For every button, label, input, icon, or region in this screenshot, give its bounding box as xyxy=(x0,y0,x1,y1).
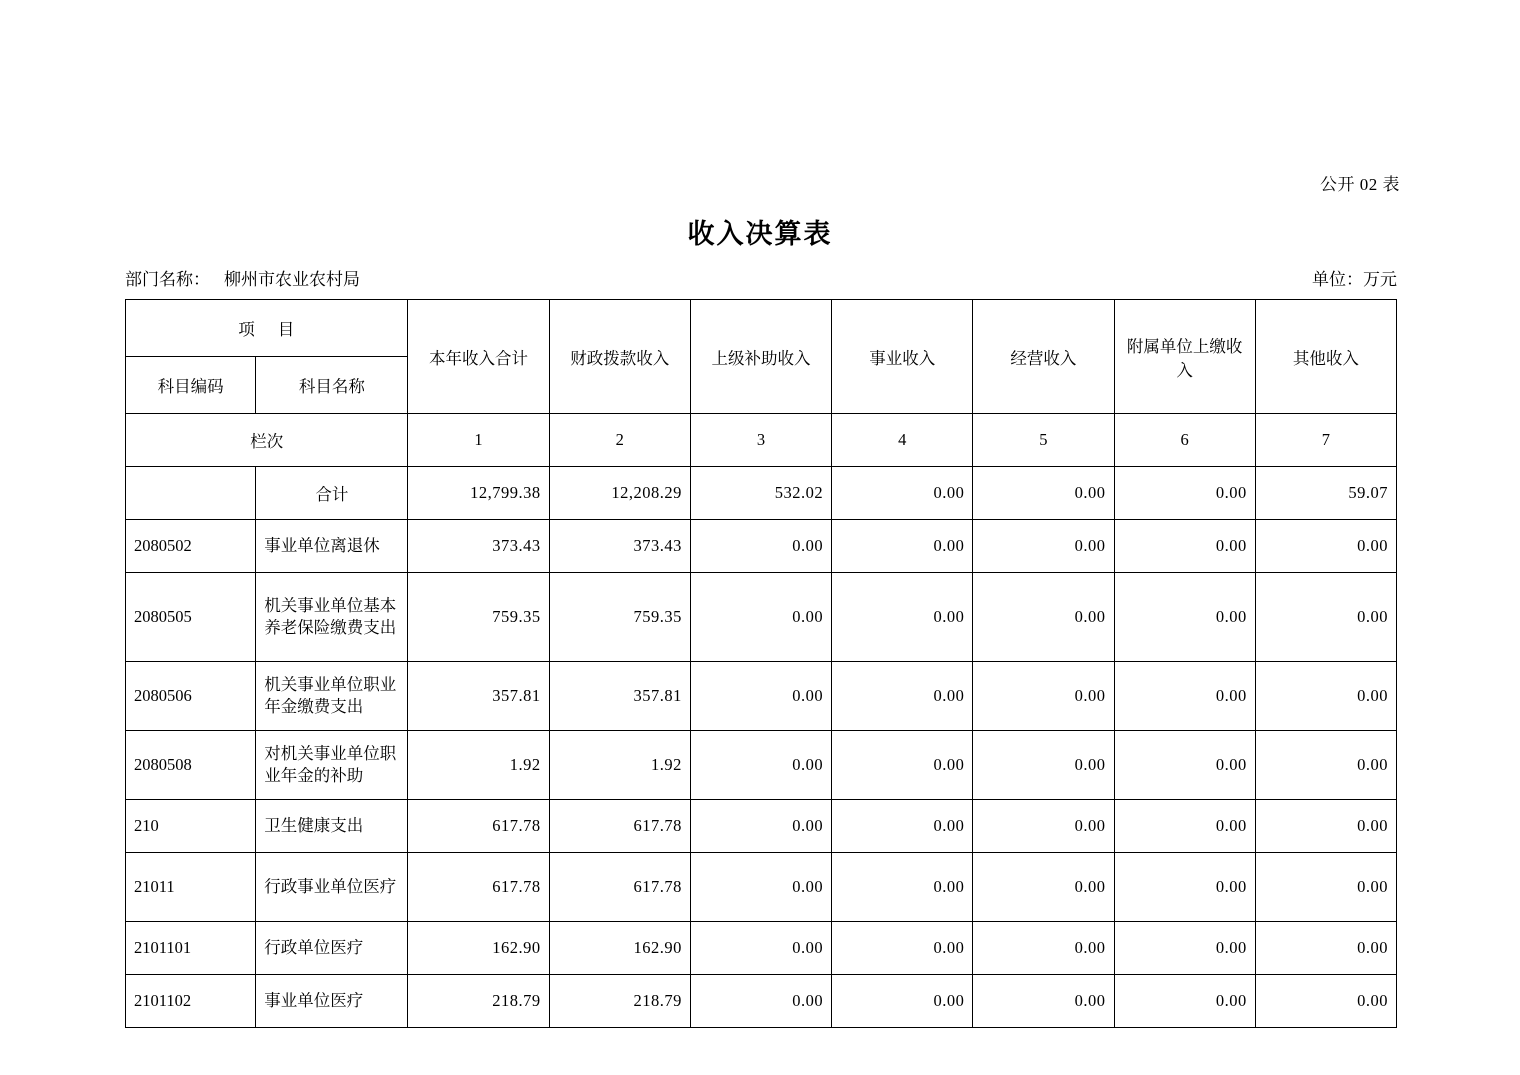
cell-value-3: 0.00 xyxy=(690,520,831,573)
table-row xyxy=(126,975,1397,1028)
cell-code: 2101101 xyxy=(126,922,256,975)
cell-value-2: 1.92 xyxy=(549,731,690,800)
cell-value-6: 0.00 xyxy=(1114,922,1255,975)
cell-value-4: 0.00 xyxy=(832,975,973,1028)
table-row xyxy=(126,520,1397,573)
department-value: 柳州市农业农村局 xyxy=(224,270,360,289)
cell-value-6: 0.00 xyxy=(1114,975,1255,1028)
cell-value-2: 357.81 xyxy=(549,662,690,731)
index-2: 2 xyxy=(549,414,690,467)
header-col-1: 本年收入合计 xyxy=(408,300,549,414)
cell-name: 机关事业单位职业年金缴费支出 xyxy=(256,662,408,731)
cell-value-7: 0.00 xyxy=(1255,853,1396,922)
page-title: 收入决算表 xyxy=(687,219,833,249)
header-subject-name: 科目名称 xyxy=(256,357,408,414)
index-5: 5 xyxy=(973,414,1114,467)
index-label: 栏次 xyxy=(126,414,408,467)
cell-value-5: 0.00 xyxy=(973,922,1114,975)
cell-value-7: 0.00 xyxy=(1255,731,1396,800)
unit-note: 单位：万元 xyxy=(1312,270,1397,289)
cell-name: 行政事业单位医疗 xyxy=(256,853,408,922)
cell-code xyxy=(126,467,256,520)
cell-value-4: 0.00 xyxy=(832,731,973,800)
cell-name: 对机关事业单位职业年金的补助 xyxy=(256,731,408,800)
cell-value-5: 0.00 xyxy=(973,975,1114,1028)
header-item-label-2: 目 xyxy=(277,320,296,339)
cell-value-4: 0.00 xyxy=(832,662,973,731)
header-col-7: 其他收入 xyxy=(1255,300,1396,414)
cell-code: 2080505 xyxy=(126,573,256,662)
cell-value-6: 0.00 xyxy=(1114,662,1255,731)
cell-code: 21011 xyxy=(126,853,256,922)
header-item-group xyxy=(126,300,408,357)
cell-value-2: 218.79 xyxy=(549,975,690,1028)
table-row xyxy=(126,922,1397,975)
header-subject-code: 科目编码 xyxy=(126,357,256,414)
cell-name: 事业单位离退休 xyxy=(256,520,408,573)
table-row xyxy=(126,662,1397,731)
table-row xyxy=(126,853,1397,922)
cell-value-7: 59.07 xyxy=(1255,467,1396,520)
header-col-6: 附属单位上缴收入 xyxy=(1114,300,1255,414)
cell-value-5: 0.00 xyxy=(973,467,1114,520)
cell-value-3: 0.00 xyxy=(690,573,831,662)
cell-value-1: 1.92 xyxy=(408,731,549,800)
cell-value-1: 759.35 xyxy=(408,573,549,662)
cell-name: 事业单位医疗 xyxy=(256,975,408,1028)
cell-value-1: 373.43 xyxy=(408,520,549,573)
cell-value-5: 0.00 xyxy=(973,573,1114,662)
cell-name: 行政单位医疗 xyxy=(256,922,408,975)
table-body xyxy=(126,467,1397,1028)
cell-value-4: 0.00 xyxy=(832,853,973,922)
table-row xyxy=(126,731,1397,800)
cell-value-4: 0.00 xyxy=(832,573,973,662)
department-label: 部门名称： xyxy=(125,270,210,289)
cell-value-7: 0.00 xyxy=(1255,520,1396,573)
cell-value-5: 0.00 xyxy=(973,520,1114,573)
header-col-3: 上级补助收入 xyxy=(690,300,831,414)
cell-name: 卫生健康支出 xyxy=(256,800,408,853)
cell-code: 210 xyxy=(126,800,256,853)
form-code-label: 公开 02 表 xyxy=(1320,175,1400,194)
cell-value-4: 0.00 xyxy=(832,520,973,573)
cell-value-1: 617.78 xyxy=(408,853,549,922)
cell-value-6: 0.00 xyxy=(1114,731,1255,800)
cell-value-7: 0.00 xyxy=(1255,922,1396,975)
cell-value-7: 0.00 xyxy=(1255,662,1396,731)
cell-value-6: 0.00 xyxy=(1114,800,1255,853)
cell-value-5: 0.00 xyxy=(973,853,1114,922)
table-row xyxy=(126,573,1397,662)
cell-code: 2080506 xyxy=(126,662,256,731)
cell-value-7: 0.00 xyxy=(1255,573,1396,662)
cell-value-2: 759.35 xyxy=(549,573,690,662)
cell-value-1: 617.78 xyxy=(408,800,549,853)
revenue-final-accounts-table xyxy=(125,299,1397,1028)
index-3: 3 xyxy=(690,414,831,467)
cell-value-1: 218.79 xyxy=(408,975,549,1028)
header-col-4: 事业收入 xyxy=(832,300,973,414)
department-block xyxy=(125,265,360,290)
table-row xyxy=(126,467,1397,520)
cell-value-5: 0.00 xyxy=(973,800,1114,853)
cell-value-2: 12,208.29 xyxy=(549,467,690,520)
cell-value-2: 617.78 xyxy=(549,800,690,853)
cell-value-3: 0.00 xyxy=(690,975,831,1028)
header-row-top xyxy=(126,300,1397,357)
header-col-2: 财政拨款收入 xyxy=(549,300,690,414)
index-1: 1 xyxy=(408,414,549,467)
index-6: 6 xyxy=(1114,414,1255,467)
cell-value-1: 357.81 xyxy=(408,662,549,731)
cell-value-3: 0.00 xyxy=(690,922,831,975)
cell-code: 2101102 xyxy=(126,975,256,1028)
cell-value-7: 0.00 xyxy=(1255,975,1396,1028)
header-row-index xyxy=(126,414,1397,467)
cell-name: 机关事业单位基本养老保险缴费支出 xyxy=(256,573,408,662)
cell-value-6: 0.00 xyxy=(1114,853,1255,922)
cell-value-3: 0.00 xyxy=(690,662,831,731)
cell-value-3: 0.00 xyxy=(690,853,831,922)
cell-value-3: 532.02 xyxy=(690,467,831,520)
cell-value-6: 0.00 xyxy=(1114,520,1255,573)
cell-value-1: 12,799.38 xyxy=(408,467,549,520)
cell-value-4: 0.00 xyxy=(832,800,973,853)
index-4: 4 xyxy=(832,414,973,467)
cell-value-3: 0.00 xyxy=(690,731,831,800)
meta-row xyxy=(125,265,1397,290)
cell-code: 2080508 xyxy=(126,731,256,800)
cell-value-7: 0.00 xyxy=(1255,800,1396,853)
cell-value-4: 0.00 xyxy=(832,922,973,975)
cell-name: 合计 xyxy=(256,467,408,520)
table-row xyxy=(126,800,1397,853)
cell-value-3: 0.00 xyxy=(690,800,831,853)
cell-value-1: 162.90 xyxy=(408,922,549,975)
header-col-5: 经营收入 xyxy=(973,300,1114,414)
cell-value-2: 373.43 xyxy=(549,520,690,573)
cell-value-2: 617.78 xyxy=(549,853,690,922)
cell-value-5: 0.00 xyxy=(973,731,1114,800)
cell-value-6: 0.00 xyxy=(1114,467,1255,520)
header-item-label: 项 xyxy=(238,320,256,339)
cell-value-2: 162.90 xyxy=(549,922,690,975)
cell-code: 2080502 xyxy=(126,520,256,573)
index-7: 7 xyxy=(1255,414,1396,467)
cell-value-4: 0.00 xyxy=(832,467,973,520)
cell-value-6: 0.00 xyxy=(1114,573,1255,662)
table-head xyxy=(126,300,1397,467)
cell-value-5: 0.00 xyxy=(973,662,1114,731)
